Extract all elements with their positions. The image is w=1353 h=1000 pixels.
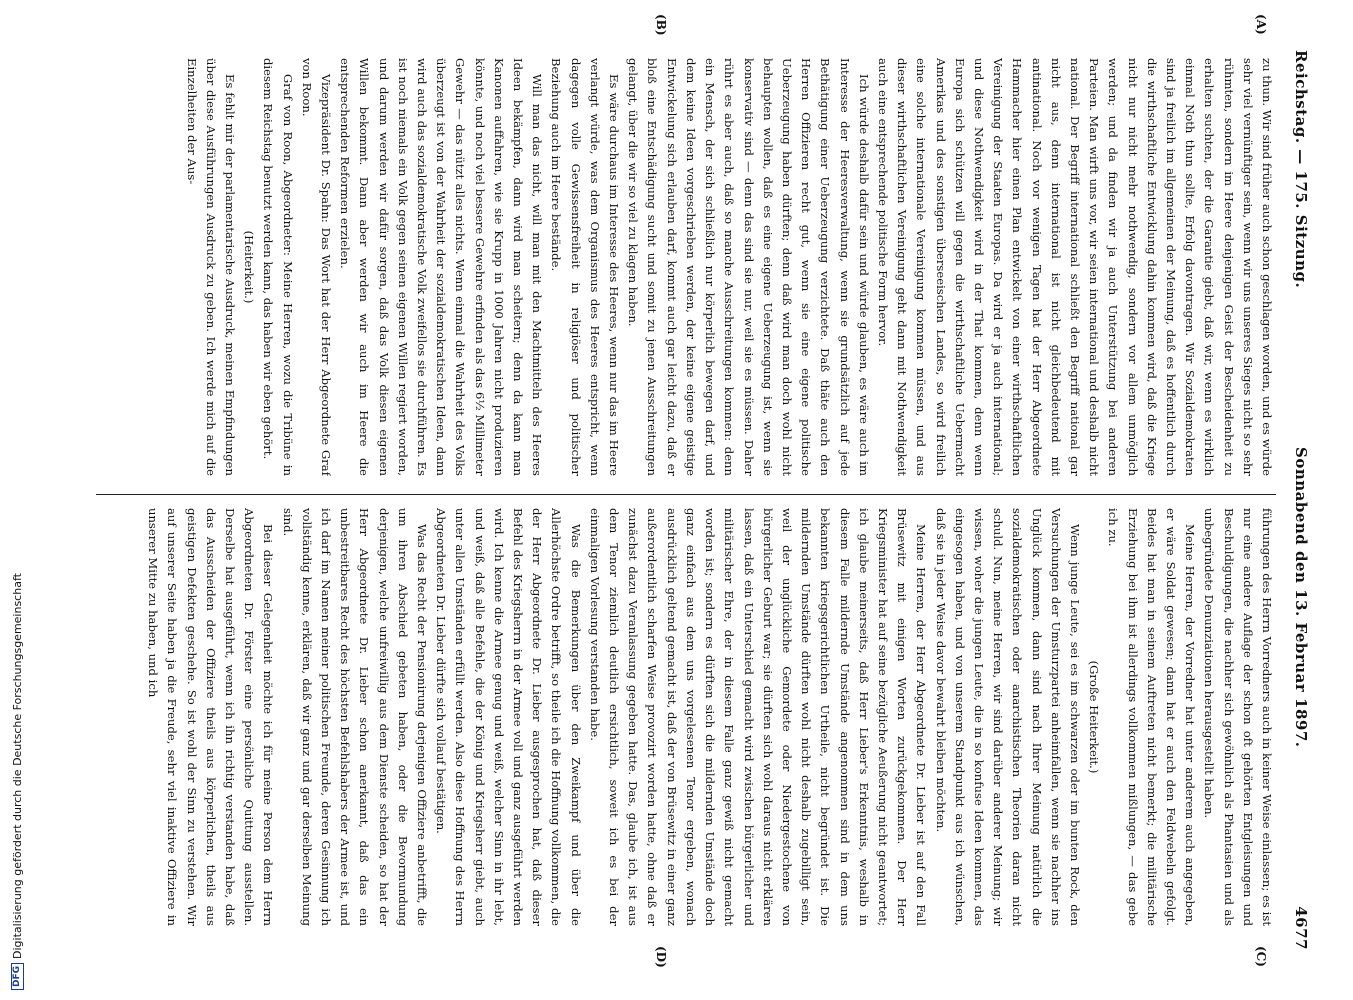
paragraph: Ich würde deshalb dafür sein und würde glauben, es wäre auch im Interesse der Heeresverwaltung, wenn sie grundsätzlich auf jede Bethätigung einer Ueberzeugung verzichtete. Daß thäte auch den Herren Offizieren recht gut, wenn sie eine eigene politische Ueberzeugung haben dürften; denn daß wird man doch wohl nicht behaupten wollen, daß es eine eigene Ueberzeugung ist, wenn sie konservativ sind — denn das sind sie nur, weil sie es müssen. Daher rührt es aber auch, daß so manche Ausschreitungen kommen: denn ein Mensch, der sich schließlich nur körperlich bewegen darf, und dem keine Ideen vorgeschrieben werden, der keine eigene geistige Entwickelung sich erlauben darf, kommt auch gar leicht dazu, daß er bloß eine Entschädigung sucht und somit zu jenen Ausschreitungen gelangt, über die wir so viel zu klagen haben. <box>626 58 871 476</box>
paragraph: Es wäre durchaus im Interesse des Heeres, wenn nur das im Heere verlangt würde, was dem Organismus des Heeres entspricht, wenn dagegen volle Gewissensfreiheit in religiöser und politischer Beziehung auch im Heere bestände. <box>549 58 622 476</box>
paragraph: Bei dieser Gelegenheit möchte ich für meine Person dem Herrn Abgeordneten Dr. Förster eine persönliche Quittung ausstellen. Derselbe hat ausgeführt, wenn ich ihn richtig verstanden habe, daß das Ausscheiden der Offiziere theils aus körperlichen, theils aus geistigen Defekten geschehe. So ist wohl der Sinn zu verstehen. Wir auf unserer Seite haben ja die Freude, sehr viel inaktive Offiziere in unserer Mitte zu haben, und ich <box>146 508 276 926</box>
margin-marker-a: (A) <box>1254 14 1268 35</box>
paragraph: Meine Herren, der Vorredner hat unter anderem auch angegeben, er wäre Soldat gewesen; dann hat er auch den Feldwebeln gefolgt. Beides hat man in seinem Auftreten nicht bemerkt; die militärische Erziehung bei ihm ist allerdings vollkommen mißlungen, — das gebe ich zu. <box>1106 508 1198 926</box>
newspaper-page <box>48 0 1328 990</box>
text-column-left <box>96 58 1276 476</box>
dfg-logo-icon: DFG <box>11 963 24 990</box>
speaker-paragraph: Graf von Roon, Abgeordneter: Meine Herren, wozu die Tribüne in diesem Reichstag benutzt werden kann, das haben wir eben gehört. <box>261 58 295 476</box>
paragraph: zu thun. Wir sind früher auch schon geschlagen worden, und es würde sehr viel vernünftiger sein, wenn wir uns unseres Sieges nicht so sehr rühmten, sondern im Heere denjenigen Geist der Bescheidenheit zu erhalten suchten, der die Garantie giebt, daß wir, wenn es wirklich einmal Noth thun sollte, Erfolg davontragen. Wir Sozialdemokraten sind ja freilich im allgemeinen der Meinung, daß es hoffentlich durch die wirthschaftliche Entwicklung dahin kommen wird, daß die Kriege nicht nur nicht mehr nothwendig, sondern vor allem unmöglich werden; und da finden wir ja auch Unterstützung bei anderen Parteien. Man wirft uns vor, wir seien international und deshalb nicht national. Der Begriff international schließt den Begriff national gar nicht aus, denn international ist nicht gleichbedeutend mit antinational. Noch vor wenigen Tagen hat der Herr Abgeordnete Hammacher hier einen Plan entwickelt von einer wirthschaftlichen Vereinigung der Staaten Europas. Da wird er ja auch international; und diese Nothwendigkeit wird in der That kommen, denn wenn Europa sich schützen will gegen die wirthschaftliche Uebermacht Amerikas und des sonstigen überseeischen Landes, so wird freilich eine solche internationale Vereinigung kommen müssen, und aus dieser wirthschaftlichen Vereinigung geht dann mit Nothwendigkeit auch eine entsprechende politische Form hervor. <box>875 58 1274 476</box>
funding-credit-sidebar <box>0 0 22 1000</box>
paragraph: Meine Herren, der Herr Abgeordnete Dr. Lieber ist auf den Fall Brüsewitz mit einigen Worten zurückgekommen. Der Herr Kriegsminister hat auf seine bezügliche Aeußerung nicht geantwortet; ich glaube meinerseits, daß Herr Lieber's Erkenntnis, weshalb in diesem Falle mildernde Umstände angenommen sind in dem uns bekannten kriegsgerichtlichen Urtheile, nicht begründet ist. Die mildernden Umstände dürften wohl nicht deshalb zugebilligt sein, weil der unglückliche Gemordete oder Niedergestochene von bürgerlicher Geburt war; sie dürften sich wohl daraus nicht erklären lassen, daß ein Unterschied gemacht wird zwischen bürgerlicher und militärischer Ehre, der in diesem Falle ganz gewiß nicht gemacht worden ist; sondern es dürften sich die mildernden Umstände doch ganz einfach aus dem uns vorgelesenen Tenor ergeben, wonach ausdrücklich geltend gemacht ist, daß der von Brüsewitz in einer ganz außerordentlich scharfen Weise provozirt worden hatte, ohne daß er zunächst dazu Veranlassung gegeben hatte. Das, glaube ich, ist aus dem Tenor ziemlich deutlich ersichtlich, soweit ich es bei der einmaligen Vorlesung verstanden habe. <box>587 508 929 926</box>
paragraph: Es fehlt mir der parlamentarische Ausdruck, meinen Empfindungen über diese Ausführungen Ausdruck zu geben. Ich werde mich auf die Einzelheiten der Aus- <box>184 58 238 476</box>
interjection: (Große Heiterkeit.) <box>1087 660 1102 774</box>
margin-marker-b: (B) <box>654 14 668 36</box>
paragraph: führungen des Herrn Vorredners auch in keiner Weise einlassen; es ist nur eine andere Auflage der schon oft gehörten Entgleisungen und Beschuldigungen, die nachher sich gewöhnlich als Phantasien und als unbegründete Denunziationen herausgestellt haben. <box>1202 508 1274 926</box>
interjection: (Heiterkeit.) <box>242 230 257 304</box>
paragraph: Will man das nicht, will man mit den Machtmitteln des Heeres Ideen bekämpfen, dann wird man scheitern; denn da kann man Kanonen auffahren, wie sie Krupp in 1000 Jahren nicht produzieren könnte, und noch viel bessere Gewehre erfinden als das 6½ Millimeter Gewehr — das nützt alles nichts. Wenn einmal die Wahrheit des Volks überzeugt ist von der Wahrheit der sozialdemokratischen Ideen, dann wird auch das sozialdemokratische Volk zweifellos sie durchführen. Es ist noch niemals ein Volk gegen seinen eigenen Willen regiert worden, und darum werden wir dafür sorgen, daß das Volk diesen eigenen Willen bekommt. Dann aber werden wir auch im Heere die entsprechenden Reformen erzielen. <box>338 58 545 476</box>
header-left: Reichstag. — 175. Sitzung. <box>1292 50 1310 289</box>
header-date: Sonnabend den 13. Februar 1897. <box>1292 447 1310 748</box>
paragraph: Was das Recht der Pensionirung derjenigen Offiziere anbetrifft, die um ihren Abschied gebeten haben, oder die Bevormundung derjenigen, welche unfreiwillig aus dem Dienste scheiden, so hat der Herr Abgeordnete Dr. Lieber schon anerkannt, daß das ein unbestreitbares Recht des höchsten Befehlshabers der Armee ist, und ich darf im Namen meiner politischen Freunde, deren Gesinnung ich vollständig kenne, erklären, daß wir ganz und gar derselben Meinung sind. <box>280 508 430 926</box>
paragraph: Was die Bemerkungen über den Zweikampf und über die Allerhöchste Ordre betrifft, so theile ich die Hoffnung vollkommen, die der Herr Abgeordnete Dr. Lieber ausgesprochen hat, daß dieser Befehl des Kriegsherrn in der Armee voll und ganz ausgeführt werden wird. Ich kenne die Armee genug und weiß, welcher Sinn in ihr lebt, und weiß, daß alle Befehle, die der König und Kriegsherr giebt, auch unter allen Umständen erfüllt werden. Also diese Hoffnung des Herrn Abgeordneten Dr. Lieber dürfte sich vollauf bestätigen. <box>434 508 583 926</box>
funding-credit-text: Digitalisierung gefördert durch die Deutsche Forschungsgemeinschaft <box>11 573 24 959</box>
page-header <box>1286 50 1310 950</box>
column-divider <box>96 494 1276 495</box>
margin-marker-d: (D) <box>654 946 668 968</box>
paragraph: Wenn junge Leute, sei es im schwarzen oder im bunten Rock, den Versuchungen der Umsturzpartei anheimfallen, wenn sie nachher ins Unglück kommen, dann sind nach Ihrer Meinung natürlich die sozialdemokratischen oder anarchistischen Theorien daran nicht schuld. Nun, meine Herren, wir sind darüber anderer Meinung; wir wissen, woher die jungen Leute, die in so konfuse Ideen kommen, das eingesogen haben, und von unserem Standpunkt aus ich wünschen, daß sie in jeder Weise davor bewahrt bleiben möchten. <box>933 508 1082 926</box>
page-number: 4677 <box>1292 906 1310 950</box>
margin-marker-c: (C) <box>1254 946 1268 967</box>
scanned-page-viewport <box>28 0 1353 1000</box>
text-column-right <box>96 508 1276 926</box>
speaker-paragraph: Vizepräsident Dr. Spahn: Das Wort hat der Herr Abgeordnete Graf von Roon. <box>299 58 334 476</box>
